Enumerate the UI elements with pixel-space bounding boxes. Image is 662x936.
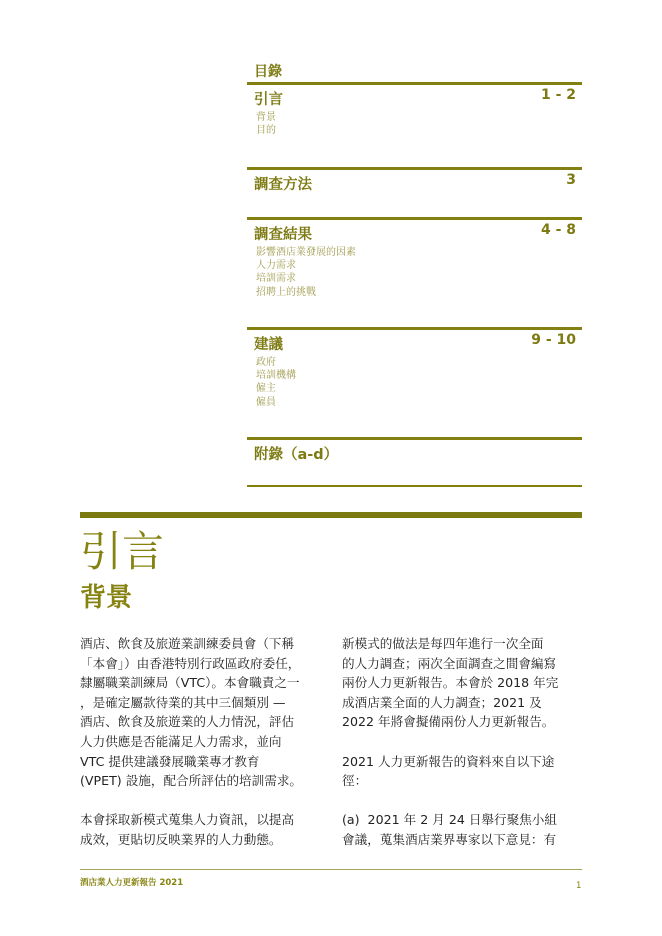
footer-divider bbox=[80, 869, 582, 870]
toc-section-appendix[interactable] bbox=[247, 437, 582, 485]
body-line: 酒店、飲食及旅遊業訓練委員會（下稱 bbox=[80, 636, 295, 651]
toc-subitem[interactable]: 招聘上的挑戰 bbox=[256, 286, 316, 298]
table-of-contents bbox=[247, 62, 582, 485]
toc-section-methodology[interactable] bbox=[247, 167, 582, 217]
toc-subitem[interactable]: 政府 bbox=[256, 357, 276, 368]
toc-section-recommendations[interactable] bbox=[247, 327, 582, 437]
body-line: 會議，蒐集酒店業界專家以下意見：有 bbox=[342, 831, 557, 847]
body-line: 徑： bbox=[342, 773, 368, 789]
toc-section-label: 調查結果 bbox=[254, 227, 312, 243]
section-title: 引言 bbox=[80, 527, 165, 576]
body-line: 2022 年將會擬備兩份人力更新報告。 bbox=[342, 714, 555, 730]
toc-end-divider bbox=[247, 485, 582, 487]
toc-subitem[interactable]: 培訓需求 bbox=[256, 273, 296, 285]
toc-subitem[interactable]: 僱主 bbox=[256, 383, 276, 395]
toc-subitem[interactable]: 背景 bbox=[256, 112, 276, 123]
toc-page-range: 9 - 10 bbox=[531, 332, 576, 348]
body-column-left bbox=[80, 634, 325, 850]
body-line: 新模式的做法是每四年進行一次全面 bbox=[342, 636, 544, 651]
body-line: 兩份人力更新報告。本會於 2018 年完 bbox=[342, 675, 559, 691]
toc-subitem[interactable]: 僱員 bbox=[256, 396, 276, 408]
footer-report-title: 酒店業人力更新報告 2021 bbox=[80, 878, 184, 888]
section-divider bbox=[80, 512, 582, 518]
body-line: 的人力調查；兩次全面調查之間會編寫 bbox=[342, 655, 557, 671]
body-line: (a) 2021 年 2 月 24 日舉行聚焦小組 bbox=[342, 812, 557, 828]
body-line: 人力供應是否能滿足人力需求，並向 bbox=[80, 733, 282, 749]
body-column-right bbox=[342, 634, 587, 850]
toc-subitem[interactable]: 影響酒店業發展的因素 bbox=[256, 247, 356, 258]
toc-page-range: 4 - 8 bbox=[540, 222, 576, 238]
body-line: 成酒店業全面的人力調查；2021 及 bbox=[342, 694, 542, 710]
toc-section-label: 引言 bbox=[254, 92, 283, 108]
page-number: 1 bbox=[576, 881, 582, 891]
body-line: 成效，更貼切反映業界的人力動態。 bbox=[80, 831, 282, 847]
toc-subitem[interactable]: 培訓機構 bbox=[256, 370, 296, 382]
section-subtitle: 背景 bbox=[80, 583, 133, 613]
toc-section-label: 附錄（a-d） bbox=[254, 447, 339, 463]
toc-subitem[interactable]: 目的 bbox=[256, 125, 276, 137]
body-line: (VPET) 設施，配合所評估的培訓需求。 bbox=[80, 773, 303, 789]
body-line: VTC 提供建議發展職業專才教育 bbox=[80, 753, 260, 769]
toc-subitem[interactable]: 人力需求 bbox=[256, 260, 296, 272]
body-line: 隸屬職業訓練局（VTC）。本會職責之一 bbox=[80, 675, 300, 691]
toc-page-range: 1 - 2 bbox=[540, 87, 576, 103]
toc-section-label: 建議 bbox=[254, 337, 283, 353]
body-line: 本會採取新模式蒐集人力資訊，以提高 bbox=[80, 812, 295, 828]
toc-section-intro[interactable] bbox=[247, 82, 582, 167]
toc-title: 目錄 bbox=[254, 64, 282, 80]
body-line: 「本會」）由香港特別行政區政府委任， bbox=[80, 655, 301, 671]
toc-section-findings[interactable] bbox=[247, 217, 582, 327]
body-line: ，是確定屬款待業的其中三個類別 — bbox=[80, 694, 286, 710]
toc-section-label: 調查方法 bbox=[254, 177, 312, 193]
toc-page-range: 3 bbox=[566, 172, 576, 188]
body-line: 酒店、飲食及旅遊業的人力情況，評估 bbox=[80, 714, 295, 730]
body-line: 2021 人力更新報告的資料來自以下途 bbox=[342, 753, 555, 769]
